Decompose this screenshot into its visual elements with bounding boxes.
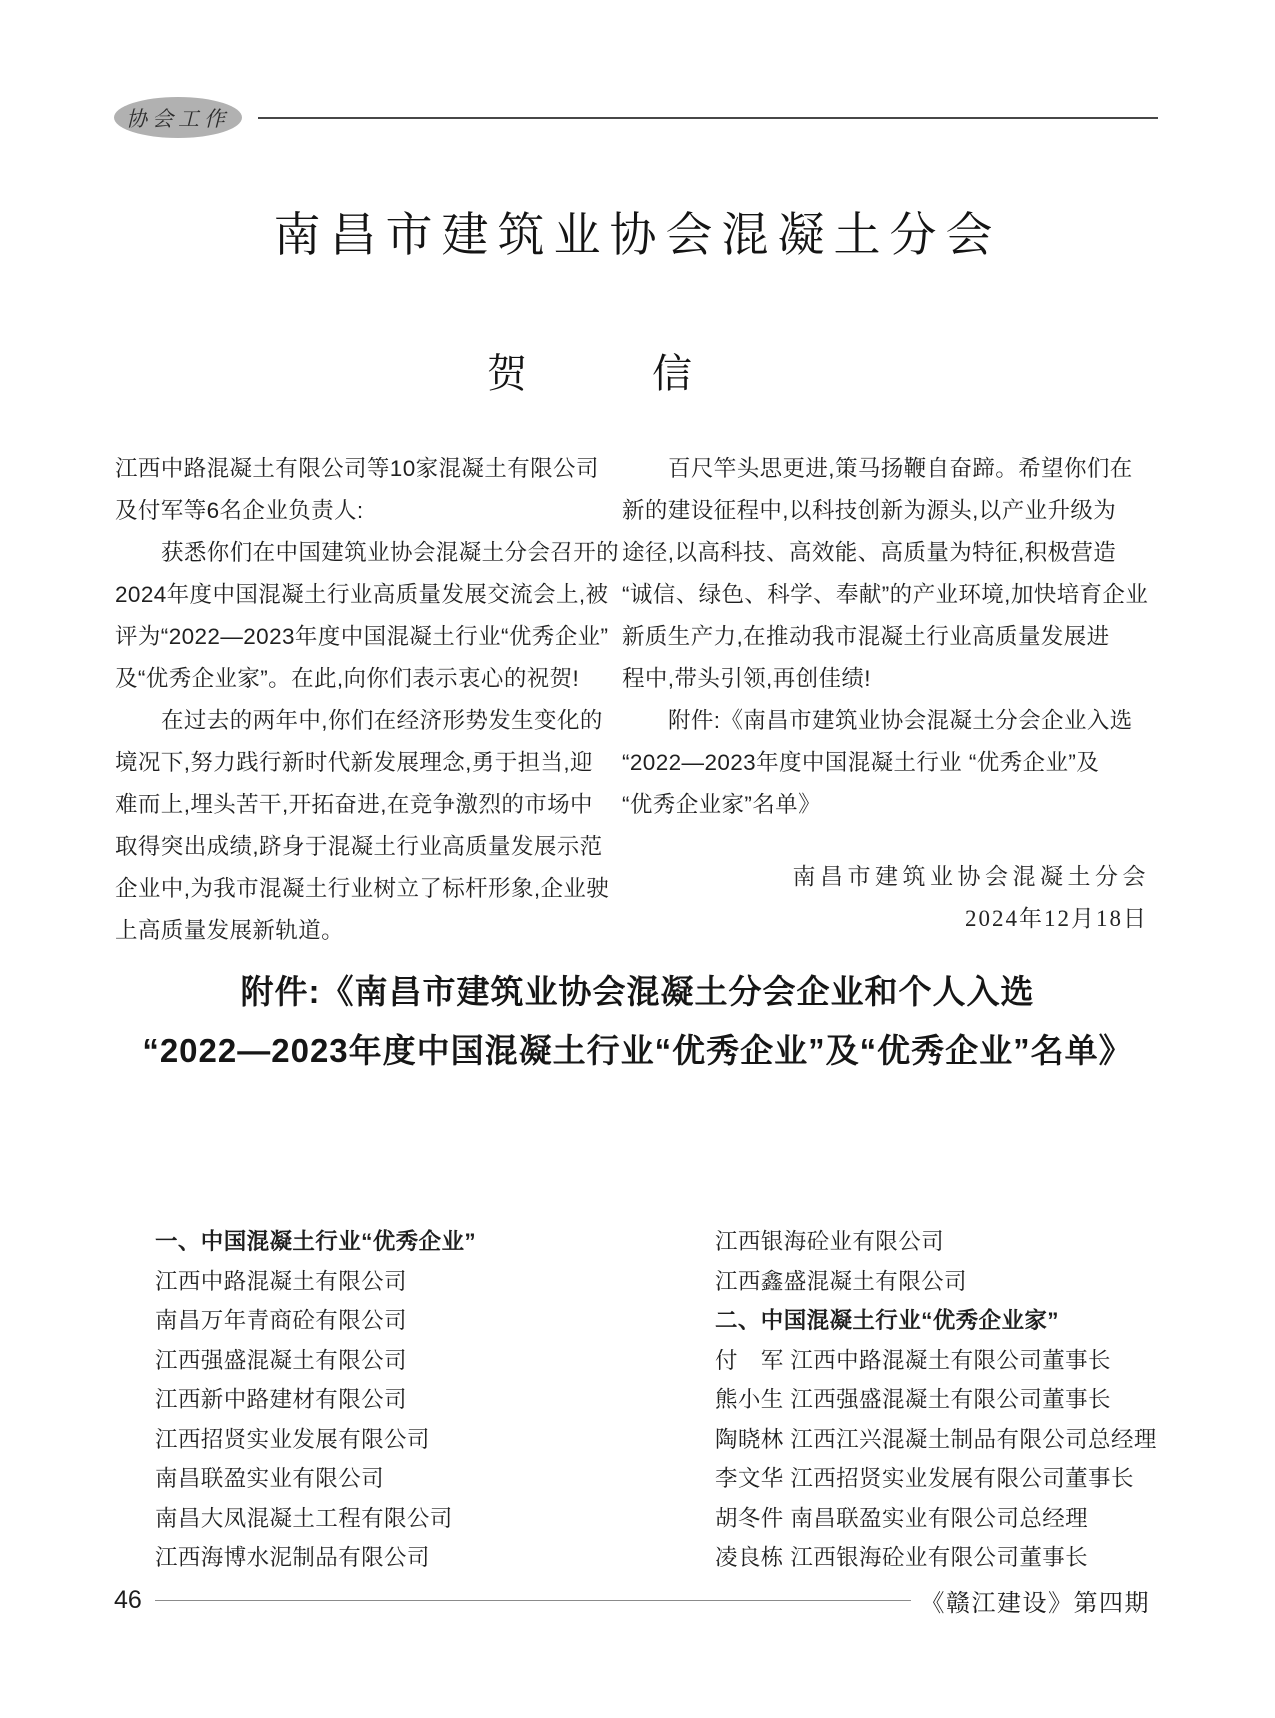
attachment-heading-line-1: 附件:《南昌市建筑业协会混凝土分会企业和个人入选 [240,973,1035,1010]
award-list-item: 江西银海砼业有限公司 [715,1229,945,1254]
award-list-item: 胡冬件 南昌联盈实业有限公司总经理 [715,1505,1089,1531]
letter-subtitle-char-1: 贺 [487,352,527,396]
letter-line: 境况下,努力践行新时代新发展理念,勇于担当,迎 [115,750,593,775]
letter-line: 新质生产力,在推动我市混凝土行业高质量发展进 [622,624,1110,649]
award-list-item: 江西鑫盛混凝土有限公司 [715,1268,967,1294]
letter-line: 及“优秀企业家”。在此,向你们表示衷心的祝贺! [115,666,580,691]
letter-subtitle [0,342,1227,399]
award-list-item: 南昌联盈实业有限公司 [155,1466,385,1491]
award-list-item: 一、中国混凝土行业“优秀企业” [155,1229,477,1254]
award-list-item: 江西招贤实业发展有限公司 [155,1426,430,1452]
letter-line: 新的建设征程中,以科技创新为源头,以产业升级为 [622,498,1117,523]
award-list-item: 二、中国混凝土行业“优秀企业家” [715,1308,1059,1333]
award-list-left [155,1222,635,1578]
page-footer [114,1583,1150,1618]
letter-signature: 南昌市建筑业协会混凝土分会 [792,864,1150,889]
letter-line: “诚信、绿色、科学、奉献”的产业环境,加快培育企业 [622,582,1149,607]
header-rule [258,117,1158,119]
page-title: 南昌市建筑业协会混凝土分会 [273,208,1002,261]
footer-rule [155,1600,911,1601]
letter-line: 及付军等6名企业负责人: [115,498,364,523]
letter-line: 难而上,埋头苦干,开拓奋进,在竞争激烈的市场中 [115,792,593,817]
letter-line: “2022—2023年度中国混凝土行业 “优秀企业”及 [622,750,1100,775]
letter-line: 途径,以高科技、高效能、高质量为特征,积极营造 [622,540,1117,565]
letter-column-right [622,448,1152,952]
attachment-heading-line-2: “2022—2023年度中国混凝土行业“优秀企业”及“优秀企业”名单》 [142,1032,1133,1069]
award-list-item: 江西新中路建材有限公司 [155,1387,407,1412]
letter-line: 上高质量发展新轨道。 [115,918,345,943]
letter-line: 评为“2022—2023年度中国混凝土行业“优秀企业” [115,624,609,649]
award-list-right [715,1222,1235,1578]
letter-line: 百尺竿头思更进,策马扬鞭自奋蹄。希望你们在 [668,456,1133,481]
letter-date: 2024年12月18日 [965,906,1148,931]
award-list-item: 江西强盛混凝土有限公司 [155,1347,407,1373]
award-list-item: 江西海博水泥制品有限公司 [155,1545,430,1570]
award-list-item: 陶晓林 江西江兴混凝土制品有限公司总经理 [715,1426,1157,1452]
journal-issue-label: 《赣江建设》第四期 [920,1590,1150,1617]
award-lists [155,1222,1235,1578]
page-header [114,97,1158,138]
letter-line: 附件:《南昌市建筑业协会混凝土分会企业入选 [668,708,1133,733]
letter-line: 取得突出成绩,跻身于混凝土行业高质量发展示范 [115,834,603,859]
award-list-item: 江西中路混凝土有限公司 [155,1268,407,1294]
award-list-item: 南昌大凤混凝土工程有限公司 [155,1505,453,1531]
award-list-item: 李文华 江西招贤实业发展有限公司董事长 [715,1466,1134,1491]
letter-line: 企业中,为我市混凝土行业树立了标杆形象,企业驶 [115,876,610,901]
letter-column-left [115,448,620,952]
page-number: 46 [114,1586,142,1614]
letter-line: “优秀企业家”名单》 [622,792,821,817]
award-list-item: 熊小生 江西强盛混凝土有限公司董事长 [715,1387,1111,1412]
letter-line: 获悉你们在中国建筑业协会混凝土分会召开的 [161,540,620,565]
letter-body [115,448,1152,952]
letter-column-right-lines [622,448,1152,826]
award-list-item: 南昌万年青商砼有限公司 [155,1308,407,1333]
award-list-item: 付 军 江西中路混凝土有限公司董事长 [715,1347,1111,1373]
letter-line: 在过去的两年中,你们在经济形势发生变化的 [161,708,603,733]
letter-subtitle-char-2: 信 [652,352,692,396]
letter-line: 2024年度中国混凝土行业高质量发展交流会上,被 [115,582,609,607]
attachment-heading [0,962,1275,1080]
award-list-item: 凌良栋 江西银海砼业有限公司董事长 [715,1545,1089,1570]
section-badge [114,97,242,138]
section-badge-label: 协会工作 [126,106,230,131]
letter-line: 江西中路混凝土有限公司等10家混凝土有限公司 [115,456,599,481]
letter-line: 程中,带头引领,再创佳绩! [622,666,871,691]
